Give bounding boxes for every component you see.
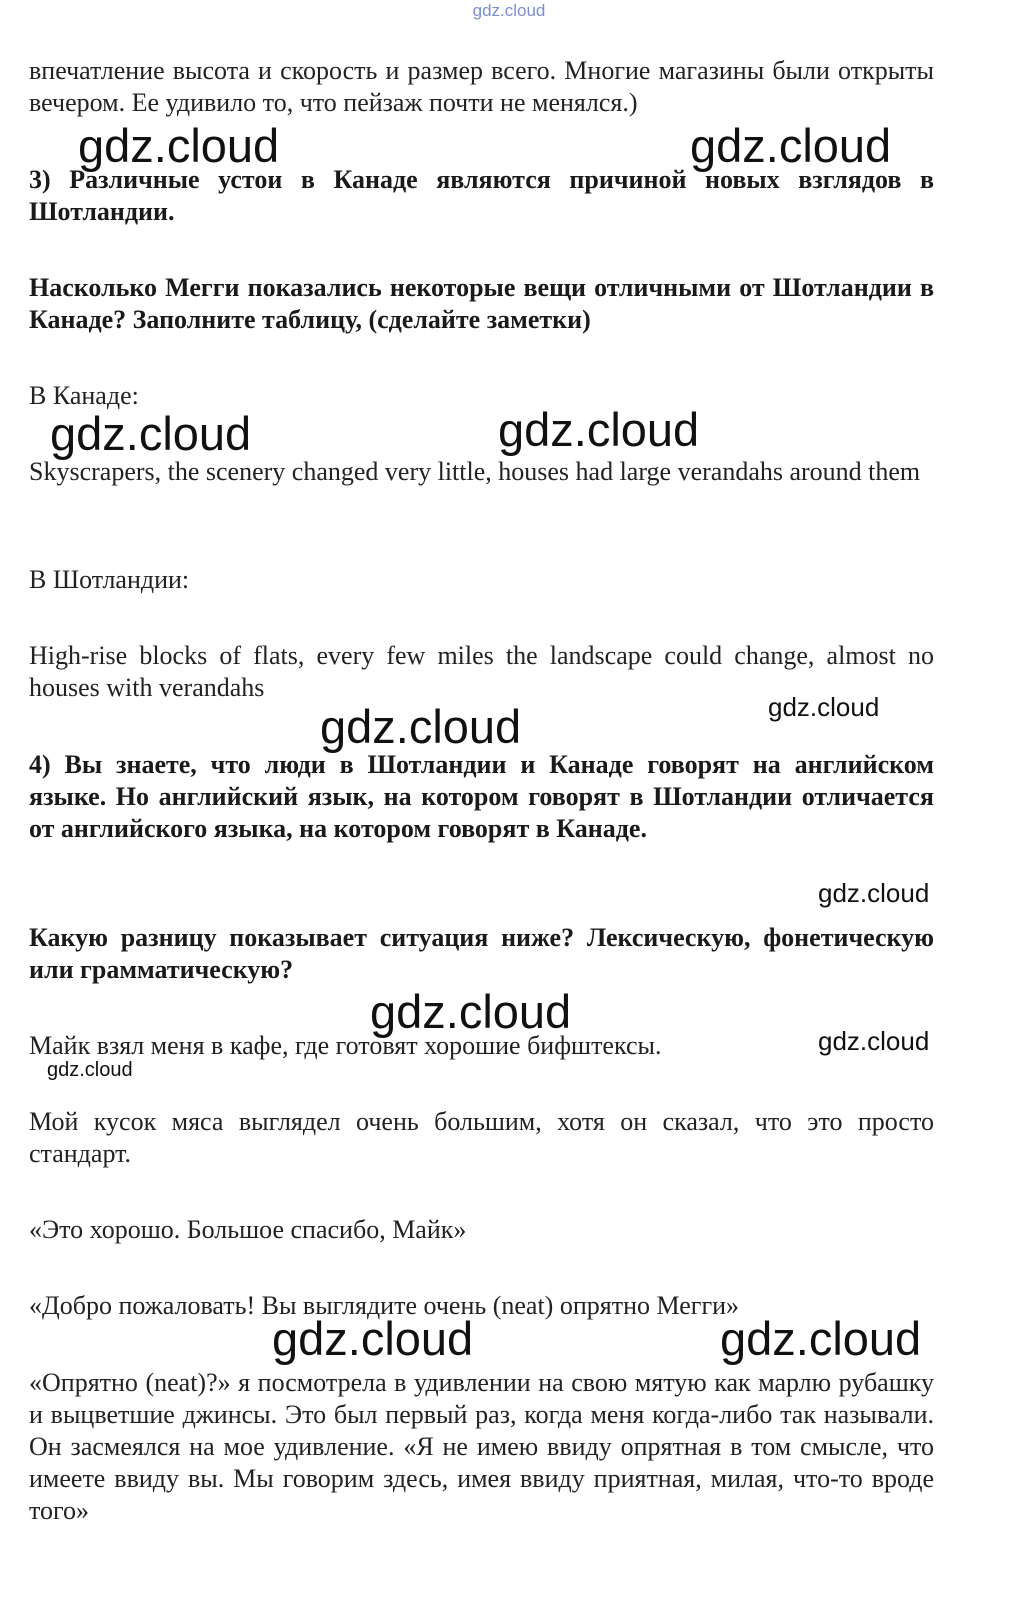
- task-3-question: Насколько Мегги показались некоторые вещи отличными от Шотландии в Канаде? Заполните таблицу, (сделайте заметки): [29, 273, 934, 334]
- story-line-thanks: «Это хорошо. Большое спасибо, Майк»: [29, 1215, 467, 1244]
- answer-scotland: High-rise blocks of flats, every few miles the landscape could change, almost no houses with verandahs: [29, 641, 934, 702]
- watermark: gdz.cloud: [498, 403, 700, 456]
- watermark: gdz.cloud: [370, 985, 572, 1038]
- watermark: gdz.cloud: [272, 1312, 474, 1365]
- label-in-scotland: В Шотландии:: [29, 565, 190, 594]
- story-line-welcome: «Добро пожаловать! Вы выглядите очень (neat) опрятно Мегги»: [29, 1291, 740, 1320]
- header-watermark: gdz.cloud: [472, 1, 546, 20]
- watermark: gdz.cloud: [78, 119, 280, 172]
- watermark: gdz.cloud: [818, 1026, 930, 1056]
- watermark: gdz.cloud: [47, 1059, 133, 1081]
- watermark: gdz.cloud: [50, 407, 252, 460]
- watermark: gdz.cloud: [320, 700, 522, 753]
- watermark: gdz.cloud: [690, 119, 892, 172]
- story-line-cafe: Майк взял меня в кафе, где готовят хорошие бифштексы.: [29, 1031, 662, 1060]
- story-line-neat: «Опрятно (neat)?» я посмотрела в удивлении на свою мятую как марлю рубашку и выцветшие джинсы. Это был первый раз, когда меня когда-либо так называли. Он засмеялся на мое удивление. «Я не имею ввиду опрятная в том смысле, что имеете ввиду вы. Мы говорим здесь, имея ввиду приятная, милая, что-то вроде того»: [29, 1368, 934, 1525]
- watermark: gdz.cloud: [818, 878, 930, 908]
- task-4-question: Какую разницу показывает ситуация ниже? Лексическую, фонетическую или грамматическую?: [29, 923, 934, 984]
- paragraph-intro-continuation: впечатление высота и скорость и размер всего. Многие магазины были открыты вечером. Ее удивило то, что пейзаж почти не менялся.): [29, 56, 934, 117]
- task-4-heading: 4) Вы знаете, что люди в Шотландии и Канаде говорят на английском языке. Но английский язык, на котором говорят в Шотландии отличается от английского языка, на котором говорят в Канаде.: [29, 750, 934, 843]
- answer-canada: Skyscrapers, the scenery changed very little, houses had large verandahs around them: [29, 457, 921, 486]
- label-in-canada: В Канаде:: [29, 381, 139, 410]
- task-3-heading: 3) Различные устои в Канаде являются причиной новых взглядов в Шотландии.: [29, 165, 934, 226]
- watermark: gdz.cloud: [720, 1312, 922, 1365]
- watermark: gdz.cloud: [768, 692, 880, 722]
- story-line-steak: Мой кусок мяса выглядел очень большим, хотя он сказал, что это просто стандарт.: [29, 1107, 934, 1168]
